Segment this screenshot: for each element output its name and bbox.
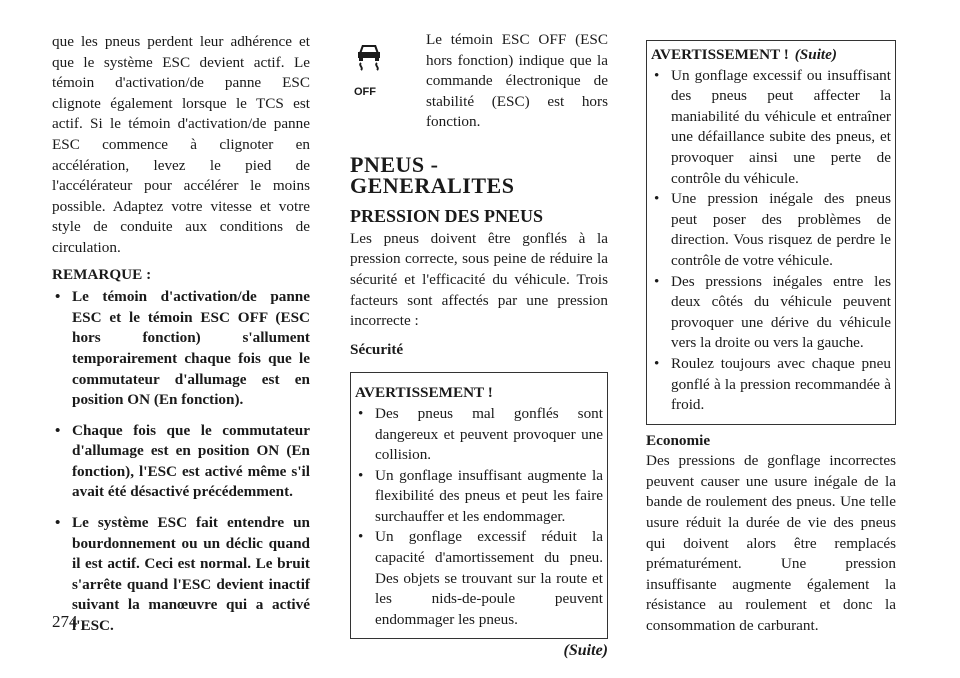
- remarque-item: • Chaque fois que le commutateur d'allumage est en position ON (En fonction), l'ESC est activé même s'il avait été désactivé précédemment.: [52, 421, 310, 503]
- warning-box: [350, 372, 608, 639]
- esc-off-warning-icon: [350, 30, 412, 98]
- warning-box-continued: [646, 40, 896, 425]
- esc-off-description: Le témoin ESC OFF (ESC hors fonction) indique que la commande électronique de stabilité (ESC) est hors fonction.: [426, 31, 608, 131]
- left-column: [52, 32, 310, 637]
- warning-item: • Une pression inégale des pneus peut poser des problèmes de direction. Vous risquez de perdre le contrôle de votre véhicule.: [651, 189, 891, 271]
- warning-item: • Roulez toujours avec chaque pneu gonflé à la pression recommandée à froid.: [651, 354, 891, 416]
- warning-list: [355, 404, 603, 631]
- tire-pressure-paragraph: Les pneus doivent être gonflés à la pression correcte, sous peine de réduire la sécurité et l'efficacité du véhicule. Trois facteurs sont affectés par une pression incorrecte :: [350, 229, 608, 330]
- warning-item: • Un gonflage excessif réduit la capacité d'amortissement du pneu. Des objets se trouvant sur la route et les nids-de-poule peuvent endommager les pneus.: [355, 527, 603, 630]
- economie-label: Economie: [646, 431, 711, 449]
- esc-off-indicator-block: [350, 30, 608, 133]
- continued-label: (Suite): [563, 642, 608, 660]
- esc-off-icon-label: OFF: [354, 85, 376, 98]
- warning-item: • Un gonflage excessif ou insuffisant des pneus peut affecter la maniabilité du véhicule et entraîner une défaillance subite des pneus, et provoquer ainsi une perte de contrôle du véhicule.: [651, 66, 891, 190]
- warning-list-continued: [651, 66, 891, 416]
- securite-label: Sécurité: [350, 340, 404, 358]
- section-heading: PNEUS - GENERALITES: [350, 151, 515, 198]
- warning-item: • Des pneus mal gonflés sont dangereux et peuvent provoquer une collision.: [355, 404, 603, 466]
- warning-title: AVERTISSEMENT !: [355, 384, 493, 402]
- remarque-label: REMARQUE :: [52, 265, 152, 283]
- remarque-list: [52, 287, 310, 637]
- page-number: 274: [52, 612, 78, 631]
- warning-title-text: AVERTISSEMENT !: [651, 46, 789, 63]
- warning-item: • Un gonflage insuffisant augmente la flexibilité des pneus et peut les faire surchauffer et les endommager.: [355, 466, 603, 528]
- intro-paragraph: que les pneus perdent leur adhérence et que le système ESC devient actif. Le témoin d'activation/de panne ESC clignote également lorsque le TCS est actif. Si le témoin d'activation/de panne ESC commence à clignoter en accélération, levez le pied de l'accélérateur pour accélérer le moins possible. Adaptez votre vitesse et votre style de conduite aux conditions de circulation.: [52, 33, 310, 256]
- economie-paragraph: Des pressions de gonflage incorrectes peuvent causer une usure inégale de la bande de roulement des pneus. Une telle usure réduit la durée de vie des pneus qui doivent alors être remplacés prématurément. Une pression insuffisante augmente également la résistance au roulement et donc la consommation de carburant.: [646, 452, 896, 635]
- warning-continued-label: (Suite): [794, 46, 837, 63]
- subsection-heading: PRESSION DES PNEUS: [350, 206, 544, 227]
- warning-item: • Des pressions inégales entre les deux côtés du véhicule peuvent provoquer une dérive du véhicule vers la droite ou vers la gauche.: [651, 272, 891, 354]
- right-column: [646, 32, 896, 637]
- warning-title-continued: [651, 45, 891, 66]
- remarque-item: • Le témoin d'activation/de panne ESC et le témoin ESC OFF (ESC hors fonction) s'allument temporairement chaque fois que le commutateur d'allumage est en position ON (En fonction).: [52, 287, 310, 411]
- remarque-item: • Le système ESC fait entendre un bourdonnement ou un déclic quand il est actif. Ceci est normal. Le bruit s'arrête quand l'ESC devient inactif suivant la manœuvre qui a activé l'ESC.: [52, 513, 310, 637]
- middle-column: [350, 32, 608, 662]
